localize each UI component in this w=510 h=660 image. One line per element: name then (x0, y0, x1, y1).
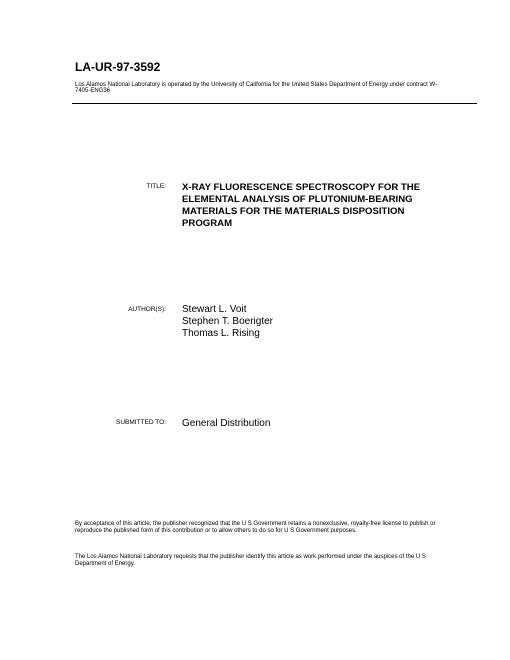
submitted-to-value: General Distribution (182, 418, 271, 429)
title-label: TITLE: (146, 183, 166, 190)
header-divider (72, 103, 477, 104)
submitted-to-label: SUBMITTED TO: (116, 419, 166, 426)
report-number: LA-UR-97-3592 (75, 60, 161, 74)
author-name: Stephen T. Boerigter (182, 316, 273, 327)
author-name: Thomas L. Rising (182, 328, 260, 339)
identification-note: The Los Alamos National Laboratory requests that the publisher identify this article as work performed under the auspices of the U S Department of Energy. (75, 554, 426, 567)
operator-note: Los Alamos National Laboratory is operated by the University of California for the United States Department of Energy under contract W-7405-ENG36 (75, 82, 438, 94)
document-title: X-RAY FLUORESCENCE SPECTROSCOPY FOR THE ELEMENTAL ANALYSIS OF PLUTONIUM-BEARING MATERIALS FOR THE MATERIALS DISPOSITION PROGRAM (182, 182, 421, 229)
acceptance-note: By acceptance of this article, the publisher recognized that the U S Government retains a nonexclusive, royalty-free license to publish or reproduce the published form of this contribution or to allow others to do so for U S Government purposes. (75, 521, 436, 534)
authors-label: AUTHOR(S): (128, 306, 166, 313)
authors-list (182, 304, 273, 340)
author-name: Stewart L. Voit (182, 304, 247, 315)
